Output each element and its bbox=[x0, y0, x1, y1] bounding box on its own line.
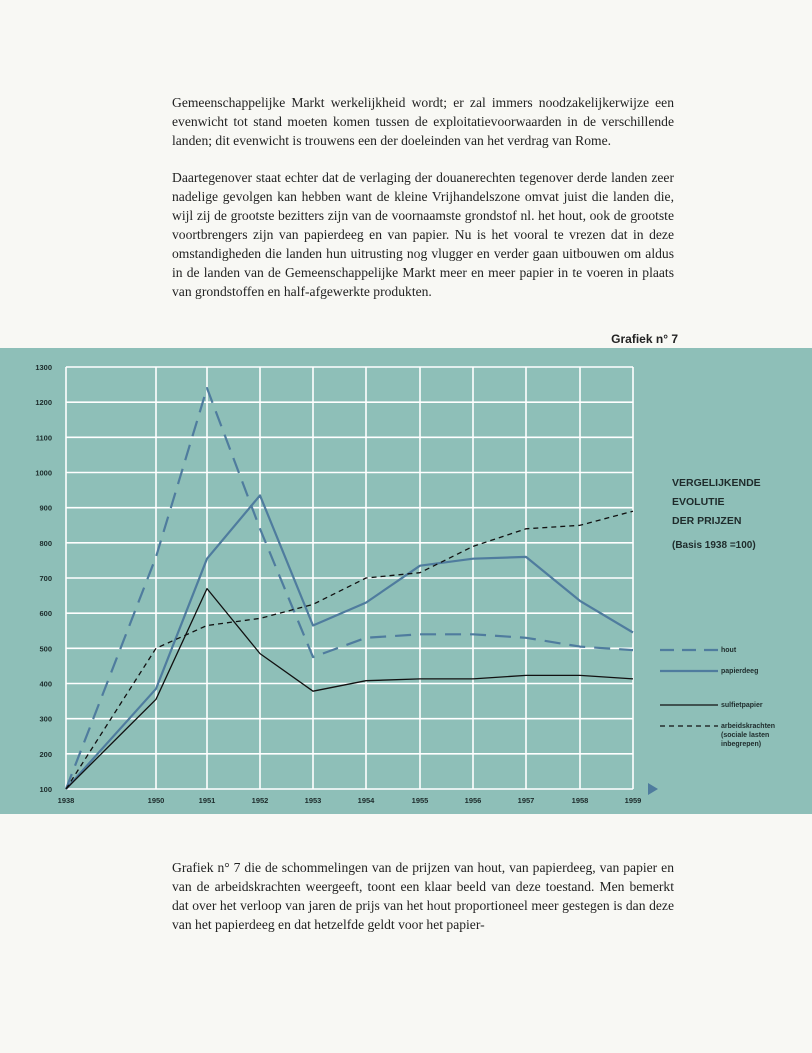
y-tick-label: 200 bbox=[39, 749, 52, 759]
x-tick-label: 1958 bbox=[571, 796, 589, 805]
x-tick-label: 1952 bbox=[251, 796, 269, 805]
y-tick-label: 600 bbox=[39, 609, 52, 619]
y-tick-label: 700 bbox=[39, 574, 52, 583]
y-tick-label: 900 bbox=[39, 503, 52, 513]
x-tick-label: 1938 bbox=[57, 796, 75, 805]
chart-title-line: DER PRIJZEN bbox=[672, 515, 742, 527]
body-paragraph-1: Gemeenschappelijke Markt werkelijkheid wordt; er zal immers noodzakelijkerwijze een evenwicht tot stand moeten komen tussen de exploitatievoorwaarden in de verschillende landen; dit evenwicht is trouwens een der doeleinden van het verdrag van Rome. bbox=[172, 95, 674, 148]
chart-title-line: EVOLUTIE bbox=[672, 496, 725, 508]
y-tick-label: 300 bbox=[39, 714, 52, 724]
legend-label: inbegrepen) bbox=[721, 741, 762, 748]
legend-label: sulfietpapier bbox=[721, 702, 763, 709]
x-tick-label: 1959 bbox=[624, 796, 642, 805]
y-tick-label: 1200 bbox=[35, 398, 52, 408]
x-tick-label: 1957 bbox=[517, 796, 535, 805]
legend-label: arbeidskrachten bbox=[721, 723, 776, 730]
x-tick-label: 1956 bbox=[464, 796, 482, 805]
price-evolution-chart bbox=[0, 348, 812, 814]
x-tick-label: 1955 bbox=[411, 796, 429, 805]
y-tick-label: 1000 bbox=[35, 468, 52, 478]
legend-label: (sociale lasten bbox=[721, 732, 770, 739]
x-tick-label: 1950 bbox=[147, 796, 165, 805]
y-tick-label: 1100 bbox=[35, 433, 52, 443]
y-tick-label: 400 bbox=[39, 679, 52, 689]
x-tick-label: 1954 bbox=[357, 796, 375, 805]
body-paragraph-3: Grafiek n° 7 die de schommelingen van de prijzen van hout, van papierdeeg, van papier en van de arbeidskrachten weergeeft, toont een klaar beeld van deze toestand. Men bemerkt dat over het verloop van jaren de prijs van het hout proportioneel meer gestegen is dan deze van het papierdeeg en dat hetzelfde geldt voor het papier- bbox=[172, 860, 674, 932]
chart-title-line: VERGELIJKENDE bbox=[672, 477, 761, 489]
y-tick-label: 100 bbox=[39, 785, 52, 794]
legend-label: papierdeeg bbox=[721, 668, 759, 675]
y-tick-label: 800 bbox=[39, 538, 52, 548]
x-tick-label: 1951 bbox=[198, 796, 216, 805]
chart-subtitle: (Basis 1938 =100) bbox=[672, 540, 756, 551]
x-tick-label: 1953 bbox=[304, 796, 322, 805]
y-tick-label: 500 bbox=[39, 644, 52, 654]
legend-label: hout bbox=[721, 647, 737, 654]
chart-background bbox=[0, 348, 812, 814]
body-paragraph-2: Daartegenover staat echter dat de verlaging der douanerechten tegenover derde landen zeer nadelige gevolgen kan hebben want de kleine Vrijhandelszone omvat juist die landen die, wijl zij de grootste bezitters zijn van de voornaamste grondstof nl. het hout, ook de grootste voortbrengers zijn van papierdeeg en van papier. Nu is het vooral te vrezen dat in deze omstandigheden die landen hun uitrusting nog vlugger en verder gaan uitbouwen om aldus in de landen van de Gemeenschappelijke Markt meer en meer papier in te voeren in plaats van grondstoffen en half-afgewerkte produkten. bbox=[172, 170, 674, 299]
y-tick-label: 1300 bbox=[35, 363, 52, 372]
figure-caption: Grafiek n° 7 bbox=[611, 332, 678, 346]
